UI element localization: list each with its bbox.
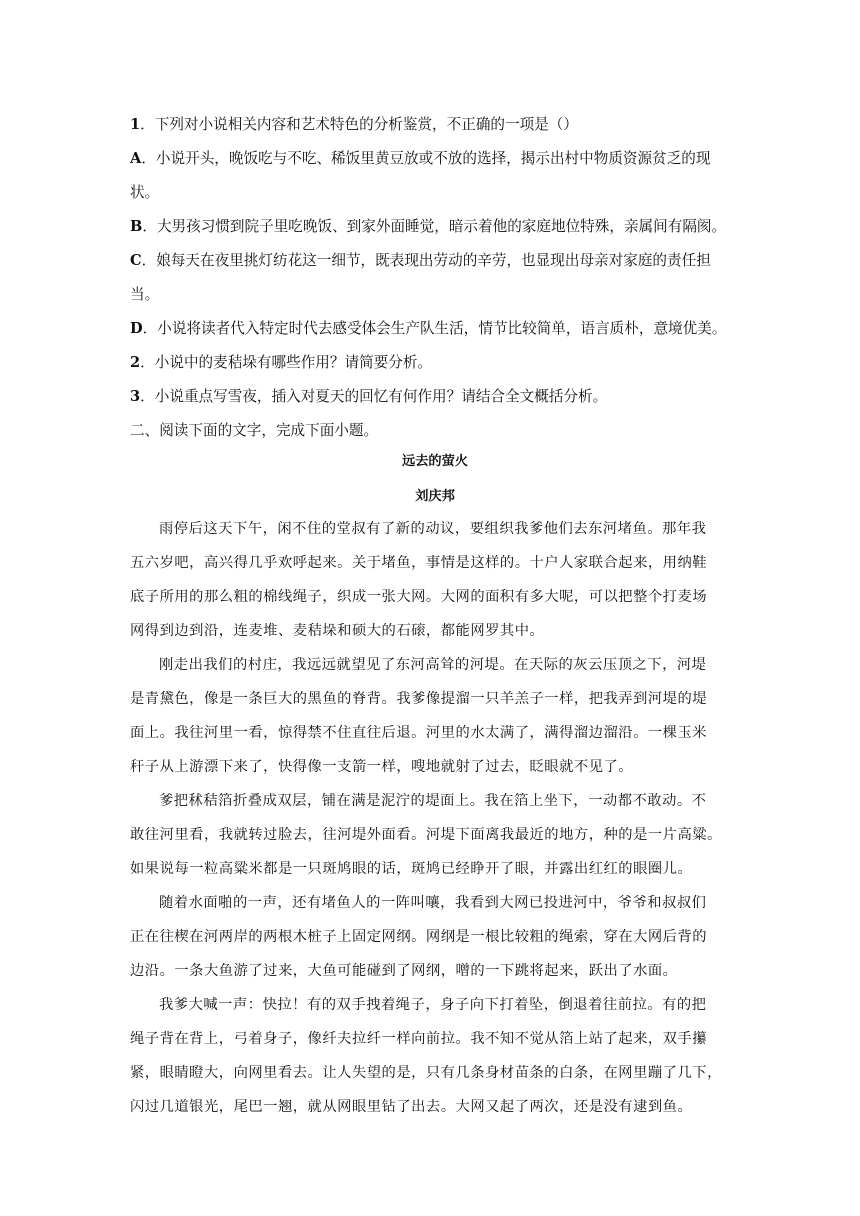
passage-line: 随着水面啪的一声，还有堵鱼人的一阵叫嚷，我看到大网已投进河中，爷爷和叔叔们: [159, 895, 707, 911]
passage-line: 刚走出我们的村庄，我远远就望见了东河高耸的河堤。在天际的灰云压顶之下，河堤: [159, 657, 707, 673]
question-2: [130, 346, 740, 380]
passage-line: 网得到边到沿，连麦堆、麦秸垛和硕大的石磙，都能网罗其中。: [130, 623, 545, 639]
question-2-text: ．小说中的麦秸垛有哪些作用？请简要分析。: [140, 354, 433, 371]
question-1-text: ．下列对小说相关内容和艺术特色的分析鉴赏，不正确的一项是（）: [140, 116, 578, 133]
passage-line: 雨停后这天下午，闲不住的堂叔有了新的动议，要组织我爹他们去东河堵鱼。那年我: [159, 521, 707, 537]
passage-line: 是青黛色，像是一条巨大的黑鱼的脊背。我爹像提溜一只羊羔子一样，把我弄到河堤的堤: [130, 691, 708, 707]
passage-line: 我爹大喊一声：快拉！有的双手拽着绳子，身子向下打着坠，倒退着往前拉。有的把: [159, 997, 707, 1013]
question-3: [130, 380, 740, 414]
passage-line: 边沿。一条大鱼游了过来，大鱼可能碰到了网纲，噌的一下跳将起来，跃出了水面。: [130, 963, 678, 979]
question-3-number: 3: [130, 388, 141, 405]
questions-block: [130, 108, 740, 448]
passage-line: 爹把秫秸箔折叠成双层，铺在满是泥泞的堤面上。我在箔上坐下，一动都不敢动。不: [159, 793, 707, 809]
option-a: [130, 142, 740, 176]
question-1-number: 1: [130, 116, 141, 133]
option-a-label: A: [130, 150, 142, 167]
passage-line: 底子所用的那么粗的棉线绳子，织成一张大网。大网的面积有多大呢，可以把整个打麦场: [130, 589, 708, 605]
passage-line: 敢往河里看，我就转过脸去，往河堤外面看。河堤下面离我最近的地方，种的是一片高粱。: [130, 827, 722, 843]
passage-line: 如果说每一粒高粱米都是一只斑鸠眼的话，斑鸠已经睁开了眼，并露出红红的眼圈儿。: [130, 861, 693, 877]
option-b-text: ．大男孩习惯到院子里吃晚饭、到家外面睡觉，暗示着他的家庭地位特殊，亲属间有隔阂。: [142, 218, 727, 235]
section-heading: 二、阅读下面的文字，完成下面小题。: [130, 422, 379, 439]
passage-title: 远去的萤火: [402, 454, 468, 469]
option-c-continuation: 当。: [130, 286, 160, 303]
option-d-text: ．小说将读者代入特定时代去感受体会生产队生活，情节比较简单，语言质朴，意境优美。: [142, 320, 727, 337]
passage-line: 绳子背在背上，弓着身子，像纤夫拉纤一样向前拉。我不知不觉从箔上站了起来，双手攥: [130, 1031, 708, 1047]
option-b: [130, 210, 740, 244]
option-c: [130, 244, 740, 278]
question-2-number: 2: [130, 354, 141, 371]
passage-line: 面上。我往河里一看，惊得禁不住直往后退。河里的水太满了，满得溜边溜沿。一棵玉米: [130, 725, 708, 741]
passage-line: 正在往楔在河两岸的两根木桩子上固定网纲。网纲是一根比较粗的绳索，穿在大网后背的: [130, 929, 708, 945]
question-1: [130, 108, 740, 142]
option-a-continuation: 状。: [130, 184, 160, 201]
question-3-text: ．小说重点写雪夜，插入对夏天的回忆有何作用？请结合全文概括分析。: [140, 388, 608, 405]
option-b-label: B: [130, 218, 143, 235]
passage-line: 紧，眼睛瞪大，向网里看去。让人失望的是，只有几条身材苗条的白条，在网里蹦了几下，: [130, 1065, 722, 1081]
option-c-text: ．娘每天在夜里挑灯纺花这一细节，既表现出劳动的辛劳，也显现出母亲对家庭的责任担: [141, 252, 711, 269]
passage-line: 五六岁吧，高兴得几乎欢呼起来。关于堵鱼，事情是这样的。十户人家联合起来，用纳鞋: [130, 555, 708, 571]
passage-line: 闪过几道银光，尾巴一翘，就从网眼里钻了出去。大网又起了两次，还是没有逮到鱼。: [130, 1099, 693, 1115]
passage-body: [130, 512, 740, 1124]
option-c-label: C: [130, 252, 142, 269]
option-d-label: D: [130, 320, 143, 337]
option-d: [130, 312, 740, 346]
option-a-text: ．小说开头，晚饭吃与不吃、稀饭里黄豆放或不放的选择，揭示出村中物质资源贫乏的现: [141, 150, 711, 167]
passage-line: 秆子从上游漂下来了，快得像一支箭一样，嗖地就射了过去，眨眼就不见了。: [130, 759, 634, 775]
passage-author: 刘庆邦: [415, 489, 455, 504]
